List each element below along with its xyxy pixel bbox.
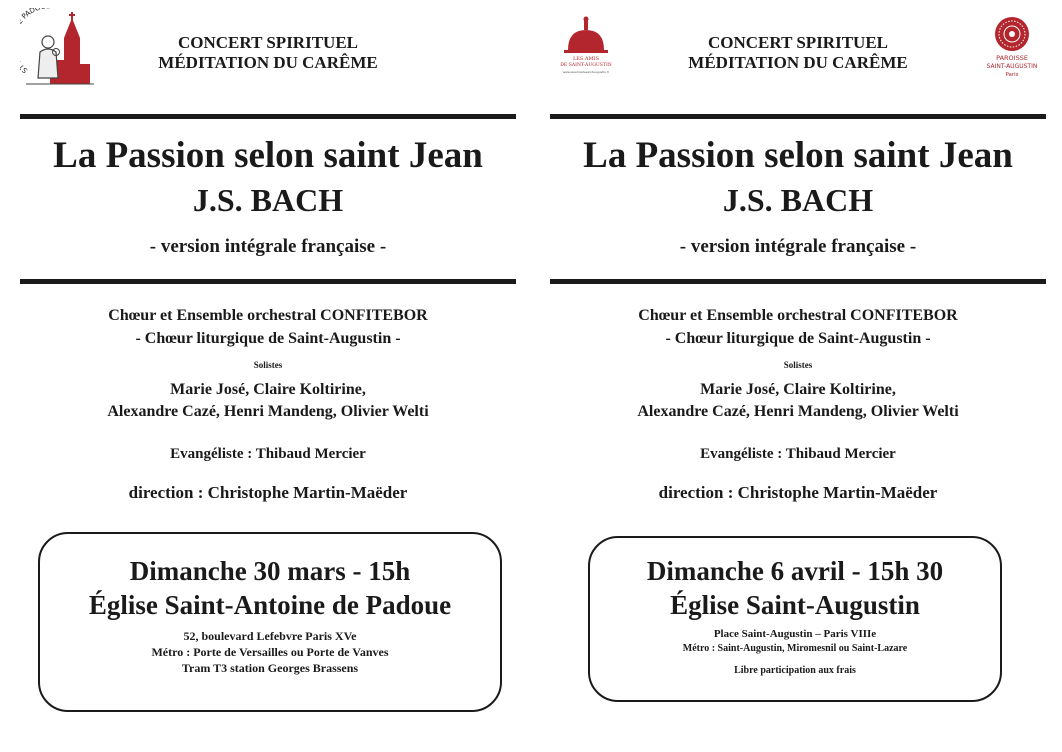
header-line-1: CONCERT SPIRITUEL: [178, 33, 358, 52]
paroisse-logo-line-2: SAINT-AUGUSTIN: [986, 63, 1038, 70]
header-line-2: MÉDITATION DU CARÊME: [158, 53, 378, 72]
divider-top: [550, 114, 1046, 119]
choir-line-2: - Chœur liturgique de Saint-Augustin -: [135, 330, 401, 347]
composer-name: J.S. BACH: [722, 182, 874, 218]
concert-header: [548, 33, 1048, 73]
header-line-2: MÉDITATION DU CARÊME: [688, 53, 908, 72]
event-date: Dimanche 30 mars - 15h: [129, 556, 411, 586]
event-date: Dimanche 6 avril - 15h 30: [646, 556, 944, 586]
version-subtitle: - version intégrale française -: [679, 236, 917, 257]
choir-line-1: Chœur et Ensemble orchestral CONFITEBOR: [108, 307, 428, 324]
soloists-line-1: Marie José, Claire Koltirine,: [700, 381, 896, 398]
divider-bottom: [20, 279, 516, 284]
choir-line-2: - Chœur liturgique de Saint-Augustin -: [665, 330, 931, 347]
event-info-box: [38, 532, 502, 712]
evangelist-line: Evangéliste : Thibaud Mercier: [700, 446, 896, 462]
paroisse-saint-augustin-logo: [976, 14, 1048, 80]
direction-line: direction : Christophe Martin-Maëder: [658, 483, 938, 502]
event-address: 52, boulevard Lefebvre Paris XVe: [183, 629, 357, 643]
divider-bottom: [550, 279, 1046, 284]
version-subtitle: - version intégrale française -: [149, 236, 387, 257]
event-info-box: [588, 536, 1002, 702]
paroisse-logo-line-3: Paris: [1005, 72, 1019, 78]
direction-line: direction : Christophe Martin-Maëder: [128, 483, 408, 502]
poster-right: [548, 0, 1048, 752]
soloists-line-2: Alexandre Cazé, Henri Mandeng, Olivier Welti: [107, 403, 429, 420]
event-metro: Métro : Porte de Versailles ou Porte de Vanves: [151, 645, 389, 659]
soloists-label: Solistes: [783, 360, 813, 370]
amis-logo-line-2: DE SAINT-AUGUSTIN: [560, 63, 612, 68]
concert-title: La Passion selon saint Jean: [583, 135, 1013, 176]
composer-name: J.S. BACH: [192, 182, 344, 218]
event-tram: Tram T3 station Georges Brassens: [181, 661, 359, 675]
event-participation: Libre participation aux frais: [734, 665, 856, 676]
choir-line-1: Chœur et Ensemble orchestral CONFITEBOR: [638, 307, 958, 324]
amis-logo-url: www.lesamisdesaintaugustin.fr: [562, 70, 610, 74]
concert-title: La Passion selon saint Jean: [53, 135, 483, 176]
logo-arc-text: S PADO: [20, 8, 42, 75]
soloists-line-1: Marie José, Claire Koltirine,: [170, 381, 366, 398]
header-line-1: CONCERT SPIRITUEL: [708, 33, 888, 52]
divider-top: [20, 114, 516, 119]
evangelist-line: Evangéliste : Thibaud Mercier: [170, 446, 366, 462]
soloists-label: Solistes: [253, 360, 283, 370]
concert-header: [18, 33, 518, 73]
event-venue: Église Saint-Augustin: [670, 590, 920, 620]
event-address: Place Saint-Augustin – Paris VIIIe: [713, 628, 877, 640]
event-metro: Métro : Saint-Augustin, Miromesnil ou Saint-Lazare: [682, 643, 908, 654]
paroisse-logo-line-1: PAROISSE: [996, 54, 1028, 62]
poster-left: [18, 0, 518, 752]
soloists-line-2: Alexandre Cazé, Henri Mandeng, Olivier Welti: [637, 403, 959, 420]
amis-logo-line-1: LES AMIS: [572, 56, 600, 62]
event-venue: Église Saint-Antoine de Padoue: [88, 590, 452, 620]
